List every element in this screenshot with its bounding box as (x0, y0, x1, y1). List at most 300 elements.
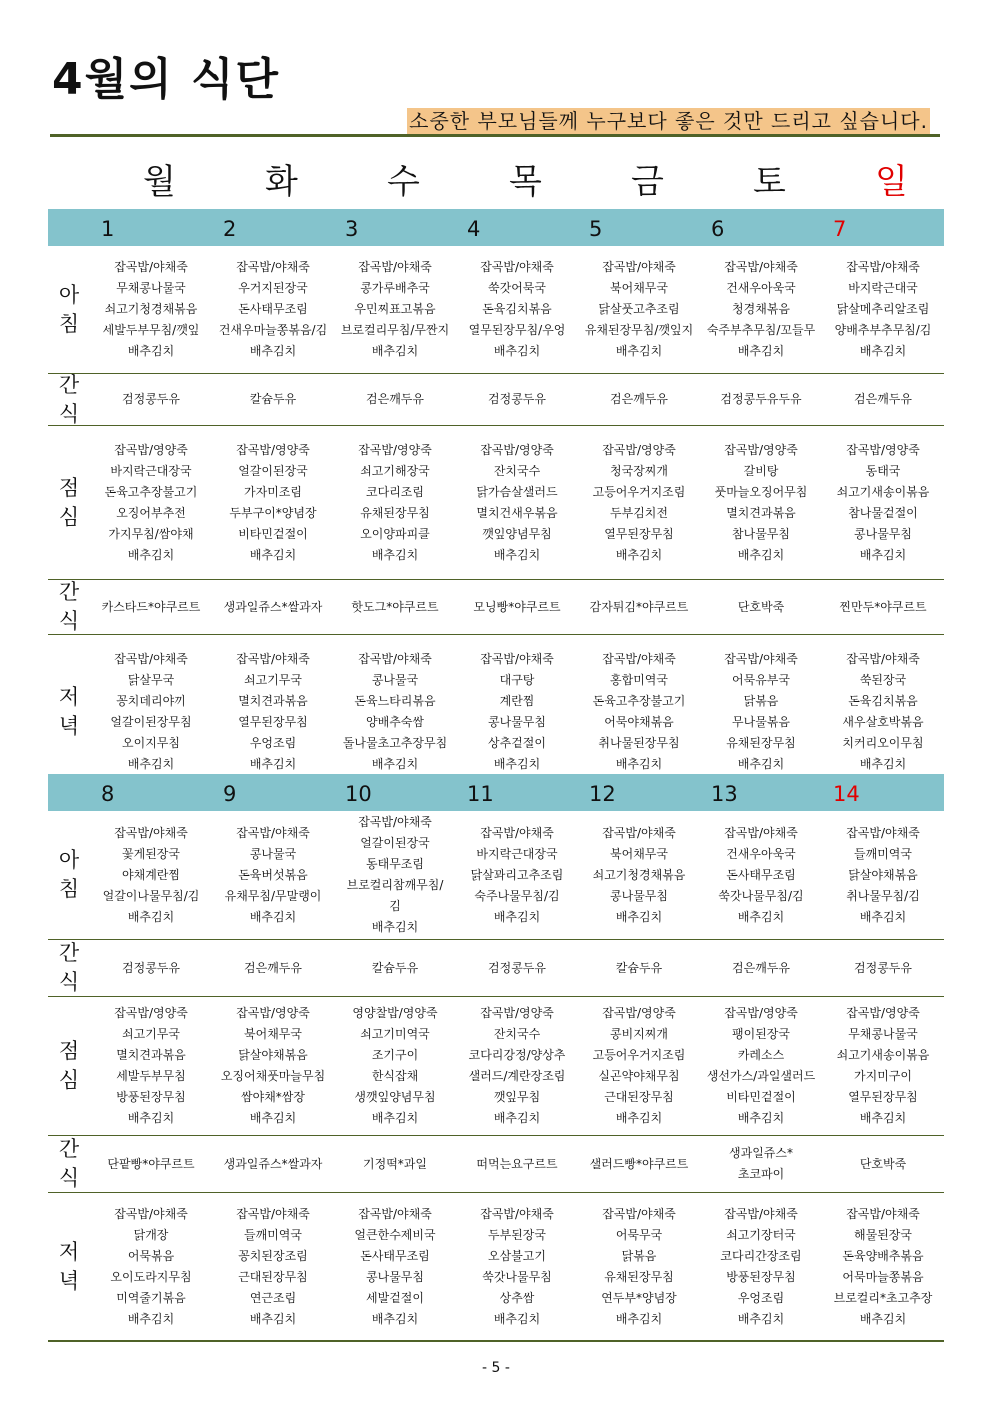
date-cell: 10 (345, 782, 372, 806)
menu-item: 잡곡밥/야채죽 (358, 260, 432, 274)
menu-item: 배추김치 (615, 757, 663, 771)
menu-item: 배추김치 (615, 909, 663, 924)
menu-item: 어묵마늘쫑볶음 (842, 1269, 924, 1284)
menu-item: 생과일쥬스*쌀과자 (223, 1156, 323, 1171)
week1-menu-table (48, 209, 944, 791)
menu-item: 우민찌표고볶음 (354, 302, 436, 316)
menu-item: 배추김치 (371, 757, 419, 771)
menu-item: 오이도라지무침 (110, 1269, 192, 1284)
menu-item: 잡곡밥/야채죽 (724, 1206, 798, 1221)
menu-item: 배추김치 (737, 344, 785, 358)
menu-item: 잡곡밥/야채죽 (602, 652, 676, 666)
menu-item: 참나물무침 (732, 526, 790, 541)
menu-item: 검정콩두유 (122, 392, 180, 406)
meal-label-char: 식 (58, 1166, 80, 1190)
menu-item: 콩나물무침 (610, 888, 668, 903)
menu-item: 가지미구이 (854, 1069, 912, 1083)
menu-item: 어묵볶음 (127, 1248, 175, 1263)
menu-item: 잡곡밥/영양죽 (602, 442, 676, 457)
meal-label-char: 아 (58, 848, 80, 872)
menu-cell (578, 811, 700, 939)
menu-item: 닭볶음 (743, 694, 779, 708)
menu-item: 배추김치 (493, 909, 541, 924)
menu-item: 새우살호박볶음 (842, 715, 924, 729)
menu-item: 닭살무국 (127, 673, 175, 687)
menu-cell (90, 1136, 212, 1192)
menu-item: 돈육느타리볶음 (354, 694, 436, 708)
menu-item: 두부김치전 (610, 505, 668, 520)
menu-cell (212, 246, 334, 373)
menu-cell (456, 246, 578, 373)
menu-item: 배추김치 (737, 909, 785, 924)
menu-item: 단호박죽 (859, 1156, 907, 1171)
menu-item: 생과일쥬스*쌀과자 (223, 599, 323, 614)
menu-item: 무채콩나물국 (848, 1027, 918, 1041)
menu-item: 브로컬리참깨무침/ (346, 878, 444, 892)
menu-cell (334, 635, 456, 789)
menu-item: 미역줄기볶음 (116, 1290, 186, 1305)
menu-item: 잡곡밥/영양죽 (480, 442, 554, 457)
menu-item: 배추김치 (127, 1311, 175, 1326)
menu-item: 쇠고기청경채볶음 (104, 302, 198, 316)
menu-item: 잡곡밥/영양죽 (236, 442, 310, 457)
menu-cell (822, 635, 944, 789)
menu-item: 떠먹는요구르트 (476, 1156, 558, 1171)
menu-item: 근대된장무침 (604, 1090, 674, 1104)
menu-item: 쇠고기청경채볶음 (592, 867, 686, 882)
menu-item: 닭가슴살샐러드 (476, 484, 558, 499)
menu-item: 검은깨두유 (732, 960, 790, 975)
date-row (48, 209, 944, 246)
menu-cell (578, 580, 700, 634)
menu-item: 방풍된장무침 (116, 1090, 186, 1104)
menu-item: 잡곡밥/야채죽 (602, 1206, 676, 1221)
meal-label-char: 침 (58, 311, 80, 336)
menu-cell (456, 635, 578, 789)
menu-item: 얼갈이된장국 (360, 836, 430, 850)
menu-cell (822, 1193, 944, 1340)
menu-item: 계란찜 (499, 694, 535, 708)
menu-item: 얼갈이나물무침/김 (102, 888, 200, 903)
menu-item: 가자미조림 (244, 484, 302, 499)
menu-cell (334, 1193, 456, 1340)
menu-item: 코다리간장조림 (720, 1248, 802, 1263)
meal-label (48, 1193, 90, 1340)
menu-item: 쑥갓나물무침/김 (718, 888, 804, 903)
meal-label (48, 940, 90, 996)
menu-item: 얼갈이된장국 (238, 463, 308, 478)
meal-row-dinner (48, 1193, 944, 1342)
menu-cell (700, 1136, 822, 1192)
date-row-spacer (48, 774, 90, 811)
date-cell: 11 (467, 782, 494, 806)
menu-item: 건새우마늘쫑볶음/김 (218, 323, 328, 337)
meal-label (48, 374, 90, 425)
menu-item: 잡곡밥/영양죽 (236, 1006, 310, 1020)
menu-cell (700, 246, 822, 373)
menu-item: 닭볶음 (621, 1248, 657, 1263)
menu-item: 콩나물국 (249, 846, 297, 861)
menu-cell (578, 1136, 700, 1192)
menu-cell (456, 997, 578, 1135)
menu-item: 배추김치 (737, 757, 785, 771)
menu-item: 잡곡밥/야채죽 (846, 652, 920, 666)
menu-item: 잡곡밥/야채죽 (724, 260, 798, 274)
meal-row-snack-pm (48, 1136, 944, 1193)
meal-label (48, 811, 90, 939)
menu-item: 쇠고기무국 (244, 673, 302, 687)
menu-item: 유채된장무침 (604, 1269, 674, 1284)
menu-item: 숙주부추무침/꼬들무 (706, 323, 816, 337)
menu-cell (578, 635, 700, 789)
menu-item: 돈사태무조림 (238, 302, 308, 316)
meal-label-char: 식 (58, 609, 80, 633)
menu-cell (212, 811, 334, 939)
menu-item: 멸치견과볶음 (116, 1048, 186, 1062)
menu-cell (822, 374, 944, 425)
menu-item: 유채된장무침 (726, 736, 796, 750)
meal-label-char: 식 (58, 970, 80, 994)
menu-item: 배추김치 (371, 1311, 419, 1326)
date-cell: 12 (589, 782, 616, 806)
menu-cell (90, 635, 212, 789)
menu-item: 배추김치 (615, 344, 663, 358)
weekday-fri: 금 (631, 162, 664, 202)
menu-item: 오징어채풋마늘무침 (220, 1069, 326, 1083)
menu-item: 배추김치 (371, 920, 419, 934)
menu-item: 잡곡밥/영양죽 (724, 1006, 798, 1020)
menu-item: 숙주나물무침/김 (474, 888, 560, 903)
menu-item: 배추김치 (127, 344, 175, 358)
menu-item: 배추김치 (615, 547, 663, 562)
menu-item: 돈육김치볶음 (482, 302, 552, 316)
menu-item: 모닝빵*야쿠르트 (473, 599, 561, 614)
menu-cell (212, 997, 334, 1135)
menu-item: 배추김치 (859, 1311, 907, 1326)
menu-cell (90, 940, 212, 996)
menu-item: 배추김치 (493, 344, 541, 358)
menu-item: 잡곡밥/영양죽 (114, 1006, 188, 1020)
menu-item: 검은깨두유 (610, 392, 668, 406)
meal-label-char: 점 (58, 1039, 80, 1063)
menu-item: 콩나물국 (371, 673, 419, 687)
date-cell: 7 (833, 217, 847, 241)
menu-item: 콩가루배추국 (360, 281, 430, 295)
menu-item: 쇠고기무국 (122, 1027, 180, 1041)
date-cell: 13 (711, 782, 738, 806)
menu-cell (212, 580, 334, 634)
menu-item: 대구탕 (499, 673, 535, 687)
menu-item: 어묵야채볶음 (604, 715, 674, 729)
menu-item: 닭살꽈리고추조림 (470, 867, 564, 882)
weekday-wed: 수 (387, 162, 420, 202)
menu-item: 배추김치 (737, 1311, 785, 1326)
meal-label (48, 426, 90, 579)
menu-item: 닭살풋고추조림 (598, 302, 680, 316)
menu-item: 오이양파피클 (360, 526, 430, 541)
meal-label-char: 심 (58, 504, 80, 529)
menu-item: 치커리오이무침 (842, 736, 924, 750)
menu-item: 얼큰한수제비국 (354, 1227, 436, 1242)
meal-row-breakfast (48, 811, 944, 940)
menu-item: 상추겉절이 (488, 736, 546, 750)
menu-item: 배추김치 (249, 909, 297, 924)
menu-item: 영양찰밥/영양죽 (352, 1006, 438, 1020)
menu-item: 단팥빵*야쿠르트 (107, 1156, 195, 1171)
menu-item: 잡곡밥/야채죽 (724, 825, 798, 840)
menu-item: 배추김치 (249, 757, 297, 771)
menu-item: 배추김치 (737, 1111, 785, 1125)
menu-item: 배추김치 (615, 1311, 663, 1326)
meal-label-char: 저 (58, 1239, 80, 1264)
menu-item: 배추김치 (249, 1311, 297, 1326)
menu-item: 김 (389, 899, 401, 913)
meal-row-breakfast (48, 246, 944, 374)
menu-item: 잡곡밥/야채죽 (358, 1206, 432, 1221)
date-cell: 5 (589, 217, 603, 241)
menu-item: 청경채볶음 (732, 302, 790, 316)
menu-item: 칼슘두유 (371, 960, 419, 975)
menu-cell (90, 580, 212, 634)
menu-item: 잡곡밥/야채죽 (846, 1206, 920, 1221)
menu-cell (456, 811, 578, 939)
menu-cell (456, 1136, 578, 1192)
menu-item: 샐러드빵*야쿠르트 (589, 1156, 689, 1171)
menu-item: 콩나물무침 (366, 1269, 424, 1284)
date-cell: 8 (101, 782, 115, 806)
menu-item: 돈육버섯볶음 (238, 867, 308, 882)
menu-cell (456, 580, 578, 634)
menu-item: 잡곡밥/야채죽 (602, 825, 676, 840)
menu-cell (578, 246, 700, 373)
menu-item: 잡곡밥/영양죽 (114, 442, 188, 457)
menu-item: 배추김치 (493, 1311, 541, 1326)
menu-item: 들깨미역국 (244, 1227, 302, 1242)
menu-item: 잡곡밥/야채죽 (358, 652, 432, 666)
menu-cell (700, 811, 822, 939)
meal-label-char: 녁 (58, 1268, 80, 1293)
menu-item: 오삼불고기 (488, 1248, 546, 1263)
menu-item: 무채콩나물국 (116, 281, 186, 295)
menu-item: 야채계란찜 (122, 867, 180, 882)
menu-cell (578, 426, 700, 579)
meal-label (48, 1136, 90, 1192)
menu-cell (822, 246, 944, 373)
meal-label (48, 997, 90, 1135)
meal-label-char: 점 (58, 475, 80, 500)
menu-item: 돈육고추장불고기 (104, 484, 198, 499)
menu-cell (700, 426, 822, 579)
menu-item: 유채된장무침/깻잎지 (584, 323, 694, 337)
menu-item: 바지락근대장국 (476, 846, 558, 861)
menu-item: 잡곡밥/야채죽 (846, 825, 920, 840)
menu-item: 실곤약야채무침 (598, 1069, 680, 1083)
menu-item: 잡곡밥/야채죽 (602, 260, 676, 274)
menu-item: 닭개장 (133, 1227, 169, 1242)
weekday-tue: 화 (265, 162, 298, 202)
menu-item: 잡곡밥/야채죽 (480, 260, 554, 274)
title-divider (50, 134, 940, 137)
meal-row-snack-pm (48, 580, 944, 635)
menu-item: 동태무조림 (366, 857, 424, 871)
menu-item: 열무된장무침 (848, 1090, 918, 1104)
meal-label-char: 식 (58, 401, 80, 426)
menu-cell (700, 1193, 822, 1340)
menu-item: 쑥갓나물무침 (482, 1269, 552, 1284)
menu-item: 브로컬리*초고추장 (833, 1290, 933, 1305)
menu-item: 찐만두*야쿠르트 (839, 599, 927, 614)
menu-cell (90, 1193, 212, 1340)
menu-item: 배추김치 (859, 1111, 907, 1125)
weekday-spacer (48, 160, 90, 204)
menu-item: 돌나물초고추장무침 (342, 736, 448, 750)
menu-item: 검은깨두유 (244, 960, 302, 975)
menu-cell (822, 580, 944, 634)
menu-item: 배추김치 (859, 547, 907, 562)
weekday-header (48, 160, 944, 204)
menu-cell (578, 374, 700, 425)
menu-cell (334, 940, 456, 996)
menu-cell (456, 940, 578, 996)
menu-cell (700, 635, 822, 789)
menu-cell (700, 580, 822, 634)
menu-item: 홍합미역국 (610, 673, 668, 687)
menu-item: 잡곡밥/야채죽 (236, 652, 310, 666)
menu-cell (578, 940, 700, 996)
menu-item: 카레소스 (737, 1048, 785, 1062)
menu-item: 콩나물무침 (854, 526, 912, 541)
menu-item: 취나물무침/김 (846, 888, 920, 903)
menu-item: 바지락근대장국 (110, 463, 192, 478)
menu-item: 검정콩두유 (488, 960, 546, 975)
menu-item: 멸치견과볶음 (726, 505, 796, 520)
menu-item: 비타민겉절이 (238, 526, 308, 541)
menu-item: 연근조림 (249, 1290, 297, 1305)
menu-item: 해물된장국 (854, 1227, 912, 1242)
menu-item: 잡곡밥/야채죽 (846, 260, 920, 274)
menu-item: 갈비탕 (743, 463, 779, 478)
meal-label-char: 녁 (58, 714, 80, 738)
menu-cell (822, 426, 944, 579)
menu-item: 닭살야채볶음 (848, 867, 918, 882)
menu-item: 우엉조림 (737, 1290, 785, 1305)
page-number: - 5 - (482, 1360, 510, 1376)
menu-item: 잡곡밥/야채죽 (236, 1206, 310, 1221)
meal-label (48, 246, 90, 373)
menu-item: 배추김치 (127, 1111, 175, 1125)
menu-item: 세발두부무침 (116, 1069, 186, 1083)
menu-cell (822, 997, 944, 1135)
menu-item: 들깨미역국 (854, 846, 912, 861)
menu-item: 닭살메추리알조림 (836, 302, 930, 316)
menu-item: 열무된장무침 (604, 526, 674, 541)
menu-item: 잡곡밥/영양죽 (846, 1006, 920, 1020)
menu-item: 칼슘두유 (615, 960, 663, 975)
menu-item: 세발두부무침/깻잎 (102, 323, 200, 337)
menu-cell (334, 997, 456, 1135)
menu-item: 근대된장무침 (238, 1269, 308, 1284)
menu-item: 배추김치 (493, 547, 541, 562)
menu-item: 코다리강정/양상추 (468, 1048, 566, 1062)
menu-cell (90, 426, 212, 579)
menu-item: 검정콩두유두유 (720, 392, 802, 406)
menu-item: 동태국 (865, 463, 901, 478)
meal-label-char: 간 (58, 941, 80, 965)
menu-item: 깻잎무침 (493, 1090, 541, 1104)
date-cell: 3 (345, 217, 359, 241)
menu-cell (90, 997, 212, 1135)
menu-item: 꽃게된장국 (122, 846, 180, 861)
menu-cell (700, 940, 822, 996)
menu-item: 배추김치 (859, 344, 907, 358)
menu-cell (334, 580, 456, 634)
menu-item: 생선가스/과일샐러드 (706, 1069, 816, 1083)
menu-item: 핫도그*야쿠르트 (351, 599, 439, 614)
menu-item: 방풍된장무침 (726, 1269, 796, 1284)
menu-item: 어묵무국 (615, 1227, 663, 1242)
menu-item: 유채된장무침 (360, 505, 430, 520)
menu-item: 배추김치 (249, 1111, 297, 1125)
menu-item: 배추김치 (249, 547, 297, 562)
menu-item: 돈육양배추볶음 (842, 1248, 924, 1263)
menu-cell (334, 811, 456, 939)
date-row (48, 774, 944, 811)
menu-item: 잡곡밥/야채죽 (358, 815, 432, 829)
menu-item: 바지락근대국 (848, 281, 918, 295)
date-cell: 1 (101, 217, 115, 241)
date-cell: 2 (223, 217, 237, 241)
menu-item: 쇠고기장터국 (726, 1227, 796, 1242)
page-title: 4월의 식단 (52, 54, 280, 105)
menu-cell (212, 1193, 334, 1340)
date-cell: 4 (467, 217, 481, 241)
weekday-thu: 목 (509, 162, 542, 202)
menu-item: 검은깨두유 (854, 392, 912, 406)
menu-item: 두부된장국 (488, 1227, 546, 1242)
meal-label-char: 간 (58, 1137, 80, 1161)
menu-item: 돈사태무조림 (360, 1248, 430, 1263)
menu-item: 꽁치된장조림 (238, 1248, 308, 1263)
menu-item: 양배추부추무침/김 (834, 323, 932, 337)
slogan: 소중한 부모님들께 누구보다 좋은 것만 드리고 싶습니다. (409, 109, 928, 133)
menu-item: 잡곡밥/영양죽 (480, 1006, 554, 1020)
menu-item: 잡곡밥/야채죽 (114, 260, 188, 274)
menu-item: 초코파이 (737, 1167, 785, 1181)
menu-item: 가지무침/쌈야채 (108, 526, 194, 541)
menu-item: 배추김치 (371, 547, 419, 562)
menu-cell (334, 426, 456, 579)
menu-item: 오이지무침 (122, 736, 180, 750)
menu-item: 우거지된장국 (238, 281, 308, 295)
date-cell: 9 (223, 782, 237, 806)
menu-item: 배추김치 (737, 547, 785, 562)
weekday-sun: 일 (875, 162, 908, 202)
menu-item: 한식잡채 (371, 1069, 419, 1083)
menu-item: 잡곡밥/야채죽 (236, 825, 310, 840)
menu-item: 단호박죽 (737, 599, 785, 614)
menu-item: 열무된장무침 (238, 715, 308, 729)
menu-item: 오징어부추전 (116, 505, 186, 520)
menu-cell (578, 1193, 700, 1340)
menu-item: 어묵유부국 (732, 673, 790, 687)
menu-item: 돈육김치볶음 (848, 694, 918, 708)
menu-item: 잡곡밥/영양죽 (358, 442, 432, 457)
menu-item: 꽁치데리야끼 (116, 694, 186, 708)
menu-item: 풋마늘오징어무침 (714, 484, 808, 499)
menu-item: 배추김치 (859, 757, 907, 771)
meal-label-char: 아 (58, 282, 80, 307)
menu-item: 검정콩두유 (488, 392, 546, 406)
